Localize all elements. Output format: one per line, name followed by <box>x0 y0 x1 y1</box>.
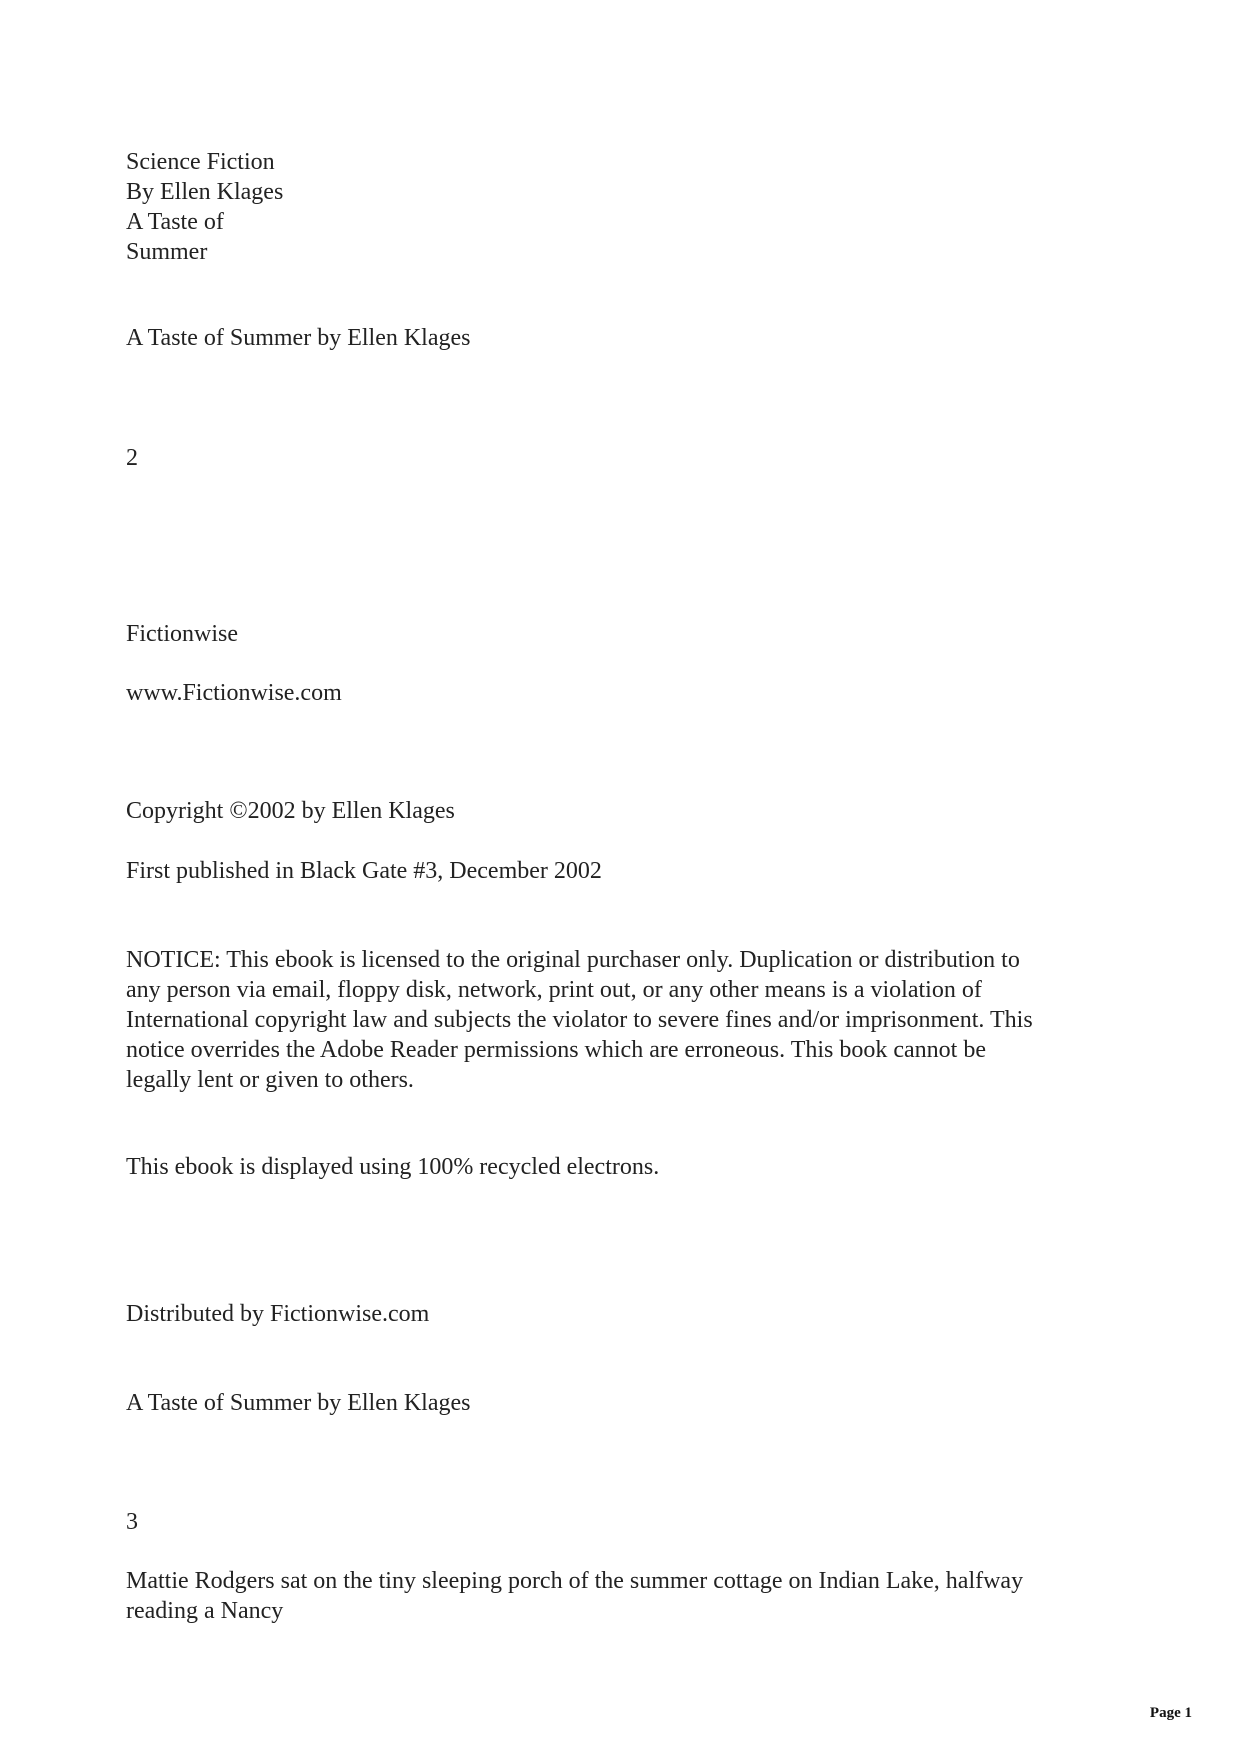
first-published-line: First published in Black Gate #3, December 2002 <box>126 858 602 884</box>
recycled-electrons-line: This ebook is displayed using 100% recycled electrons. <box>126 1154 660 1180</box>
notice-line: legally lent or given to others. <box>126 1067 414 1093</box>
header-block <box>126 147 1116 267</box>
publisher-name: Fictionwise <box>126 621 238 647</box>
distributed-by-line: Distributed by Fictionwise.com <box>126 1301 430 1327</box>
page-marker-2: 3 <box>126 1509 138 1535</box>
license-notice <box>126 945 1116 1095</box>
notice-line: any person via email, floppy disk, network, print out, or any other means is a violation of <box>126 977 982 1003</box>
page-number-footer: Page 1 <box>1149 1705 1192 1721</box>
notice-line: International copyright law and subjects the violator to severe fines and/or imprisonment. This <box>126 1007 1033 1033</box>
notice-line: notice overrides the Adobe Reader permissions which are erroneous. This book cannot be <box>126 1037 986 1063</box>
copyright-line: Copyright ©2002 by Ellen Klages <box>126 798 455 824</box>
running-title-1: A Taste of Summer by Ellen Klages <box>126 325 471 351</box>
title-line-b: Summer <box>126 239 208 265</box>
story-opening <box>126 1566 1116 1626</box>
story-line: reading a Nancy <box>126 1598 284 1624</box>
author-line: By Ellen Klages <box>126 179 284 205</box>
story-line: Mattie Rodgers sat on the tiny sleeping porch of the summer cottage on Indian Lake, halfway <box>126 1568 1024 1594</box>
notice-line: NOTICE: This ebook is licensed to the original purchaser only. Duplication or distribution to <box>126 947 1020 973</box>
genre-line: Science Fiction <box>126 149 275 175</box>
running-title-2: A Taste of Summer by Ellen Klages <box>126 1390 471 1416</box>
title-line-a: A Taste of <box>126 209 224 235</box>
publisher-url: www.Fictionwise.com <box>126 680 342 706</box>
page-marker-1: 2 <box>126 445 138 471</box>
